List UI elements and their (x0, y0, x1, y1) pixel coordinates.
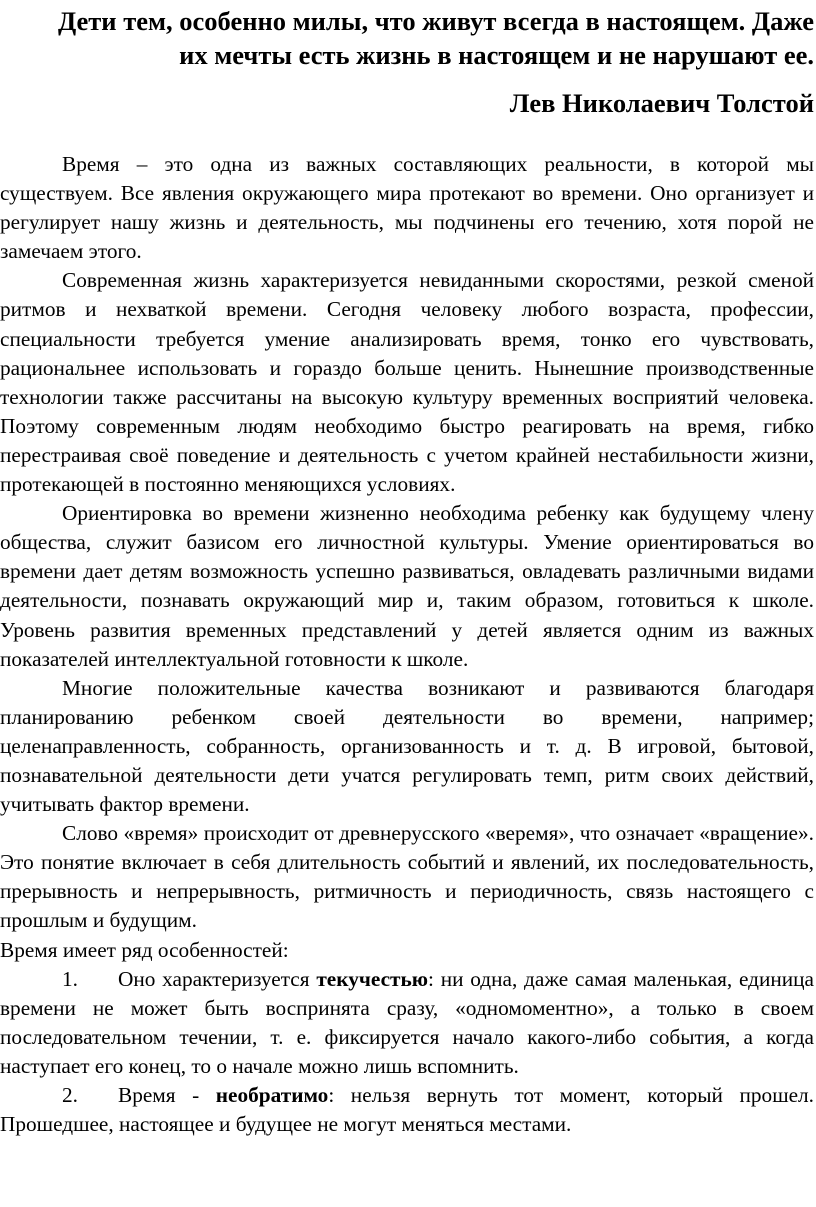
list-number: 1. (62, 966, 78, 991)
list-item (0, 965, 814, 1081)
paragraph: Ориентировка во времени жизненно необходима ребенку как будущему члену общества, служит базисом его личностной культуры. Умение ориентироваться во времени дает детям возможность успешно развиваться, овладевать различными видами деятельности, познавать окружающий мир и, таким образом, готовиться к школе. Уровень развития временных представлений у детей является одним из важных показателей интеллектуальной готовности к школе. (0, 501, 814, 671)
list-term: текучестью (316, 966, 429, 991)
list-text-before: Время - (117, 1083, 216, 1107)
list-text-after: : ни одна, даже самая маленькая, единица времени не может быть воспринята сразу, «одномоментно», а только в своем последовательном течении, т. е. фиксируется начало какого-либо события, а когда наступает его конец, то о начале можно лишь вспомнить. (0, 966, 815, 1078)
paragraph: Время – это одна из важных составляющих реальности, в которой мы существуем. Все явления окружающего мира протекают во времени. Оно организует и регулирует нашу жизнь и деятельность, мы подчинены его течению, хотя порой не замечаем этого. (0, 152, 814, 264)
list-item (0, 1081, 814, 1139)
list-intro: Время имеет ряд особенностей: (0, 937, 289, 962)
epigraph-author: Лев Николаевич Толстой (509, 88, 814, 118)
paragraph: Слово «время» происходит от древнерусского «веремя», что означает «вращение». Это понятие включает в себя длительность событий и явлений, их последовательность, прерывность и непрерывность, ритмичность и периодичность, связь настоящего с прошлым и будущим. (0, 821, 814, 933)
list-text-after: : нельзя вернуть тот момент, который прошел. Прошедшее, настоящее и будущее не могут меняться местами. (0, 1083, 814, 1137)
epigraph-quote: Дети тем, особенно милы, что живут всегда в настоящем. Даже их мечты есть жизнь в настоящем и не нарушают ее. (57, 6, 814, 70)
document-body (0, 150, 814, 1139)
list-text-before: Оно характеризуется (117, 966, 317, 991)
paragraph: Многие положительные качества возникают и развиваются благодаря планированию ребенком своей деятельности во времени, например; целенаправленность, собранность, организованность и т. д. В игровой, бытовой, познавательной деятельности дети учатся регулировать темп, ритм своих действий, учитывать фактор времени. (0, 675, 814, 817)
list-term: необратимо (215, 1083, 329, 1107)
list-number: 2. (62, 1083, 78, 1107)
paragraph: Современная жизнь характеризуется невиданными скоростями, резкой сменой ритмов и нехваткой времени. Сегодня человеку любого возраста, профессии, специальности требуется умение анализировать время, тонко его чувствовать, рациональнее использовать и гораздо больше ценить. Нынешние производственные технологии также рассчитаны на высокую культуру временных восприятий человека. Поэтому современным людям необходимо быстро реагировать на время, гибко перестраивая своё поведение и деятельность с учетом крайней нестабильности жизни, протекающей в постоянно меняющихся условиях. (0, 268, 814, 497)
